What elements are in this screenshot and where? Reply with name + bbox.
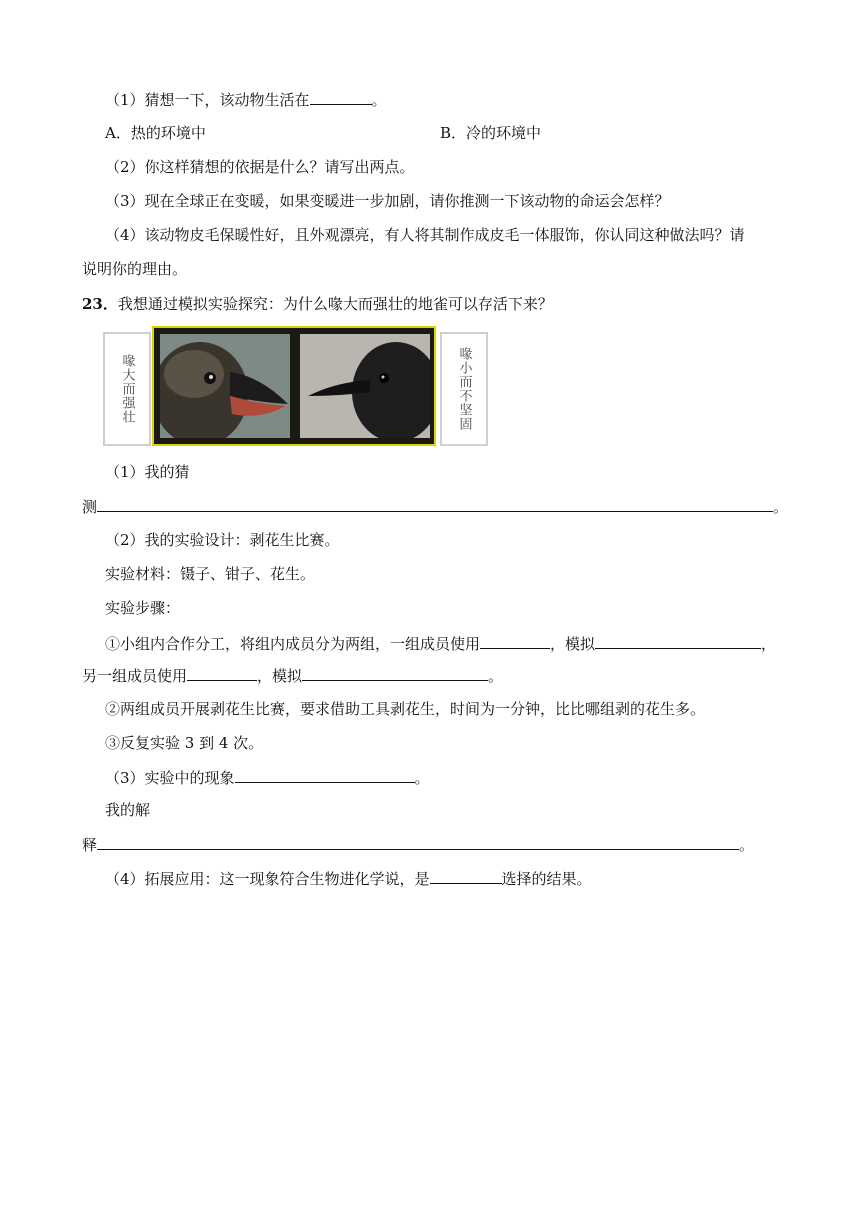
guess-blank[interactable] <box>97 496 773 512</box>
label-large-beak: 喙大而强壮 <box>103 332 151 446</box>
simulate-blank-2[interactable] <box>302 665 488 681</box>
phenomenon-blank[interactable] <box>235 767 415 783</box>
q23-part1-line2: 测 。 <box>82 498 789 516</box>
q23-part1-line1: （1）我的猜 <box>105 463 190 481</box>
q22-part4-line2: 说明你的理由。 <box>82 260 188 278</box>
answer-blank[interactable] <box>310 89 372 105</box>
step2: ②两组成员开展剥花生比赛，要求借助工具剥花生，时间为一分钟，比比哪组剥的花生多。 <box>105 700 706 718</box>
q22-part1: （1）猜想一下，该动物生活在 。 <box>105 91 387 109</box>
q23-part3: （3）实验中的现象 。 <box>105 769 430 787</box>
label-small-beak: 喙小而不坚固 <box>440 332 488 446</box>
step1-line1: ①小组内合作分工，将组内成员分为两组，一组成员使用 ，模拟 ， <box>105 635 777 653</box>
q23-part2: （2）我的实验设计：剥花生比赛。 <box>105 531 340 549</box>
explanation-blank[interactable] <box>97 834 739 850</box>
q23-part4: （4）拓展应用：这一现象符合生物进化学说，是 选择的结果。 <box>105 870 592 888</box>
large-beak-finch-image <box>160 334 290 438</box>
q22-part2: （2）你这样猜想的依据是什么？请写出两点。 <box>105 158 415 176</box>
q22-part3: （3）现在全球正在变暖，如果变暖进一步加剧，请你推测一下该动物的命运会怎样？ <box>105 192 670 210</box>
q23-title: 23．我想通过模拟实验探究：为什么喙大而强壮的地雀可以存活下来？ <box>82 295 553 313</box>
tool-blank-1[interactable] <box>480 633 550 649</box>
small-beak-finch-image <box>300 334 430 438</box>
selection-blank[interactable] <box>430 868 502 884</box>
question-number: 23． <box>82 295 118 313</box>
option-a[interactable]: A．热的环境中 <box>105 124 206 142</box>
step3: ③反复实验 3 到 4 次。 <box>105 734 264 752</box>
explanation-line1: 我的解 <box>105 801 151 819</box>
option-b[interactable]: B．冷的环境中 <box>440 124 542 142</box>
step1-line2: 另一组成员使用 ，模拟 。 <box>82 667 504 685</box>
materials: 实验材料：镊子、钳子、花生。 <box>105 565 316 583</box>
steps-title: 实验步骤： <box>105 599 181 617</box>
simulate-blank-1[interactable] <box>595 633 761 649</box>
tool-blank-2[interactable] <box>187 665 257 681</box>
finch-photo-frame <box>152 326 436 446</box>
explanation-line2: 释 。 <box>82 836 755 854</box>
q22-part4-line1: （4）该动物皮毛保暖性好，且外观漂亮，有人将其制作成皮毛一体服饰，你认同这种做法吗？请 <box>105 226 745 244</box>
